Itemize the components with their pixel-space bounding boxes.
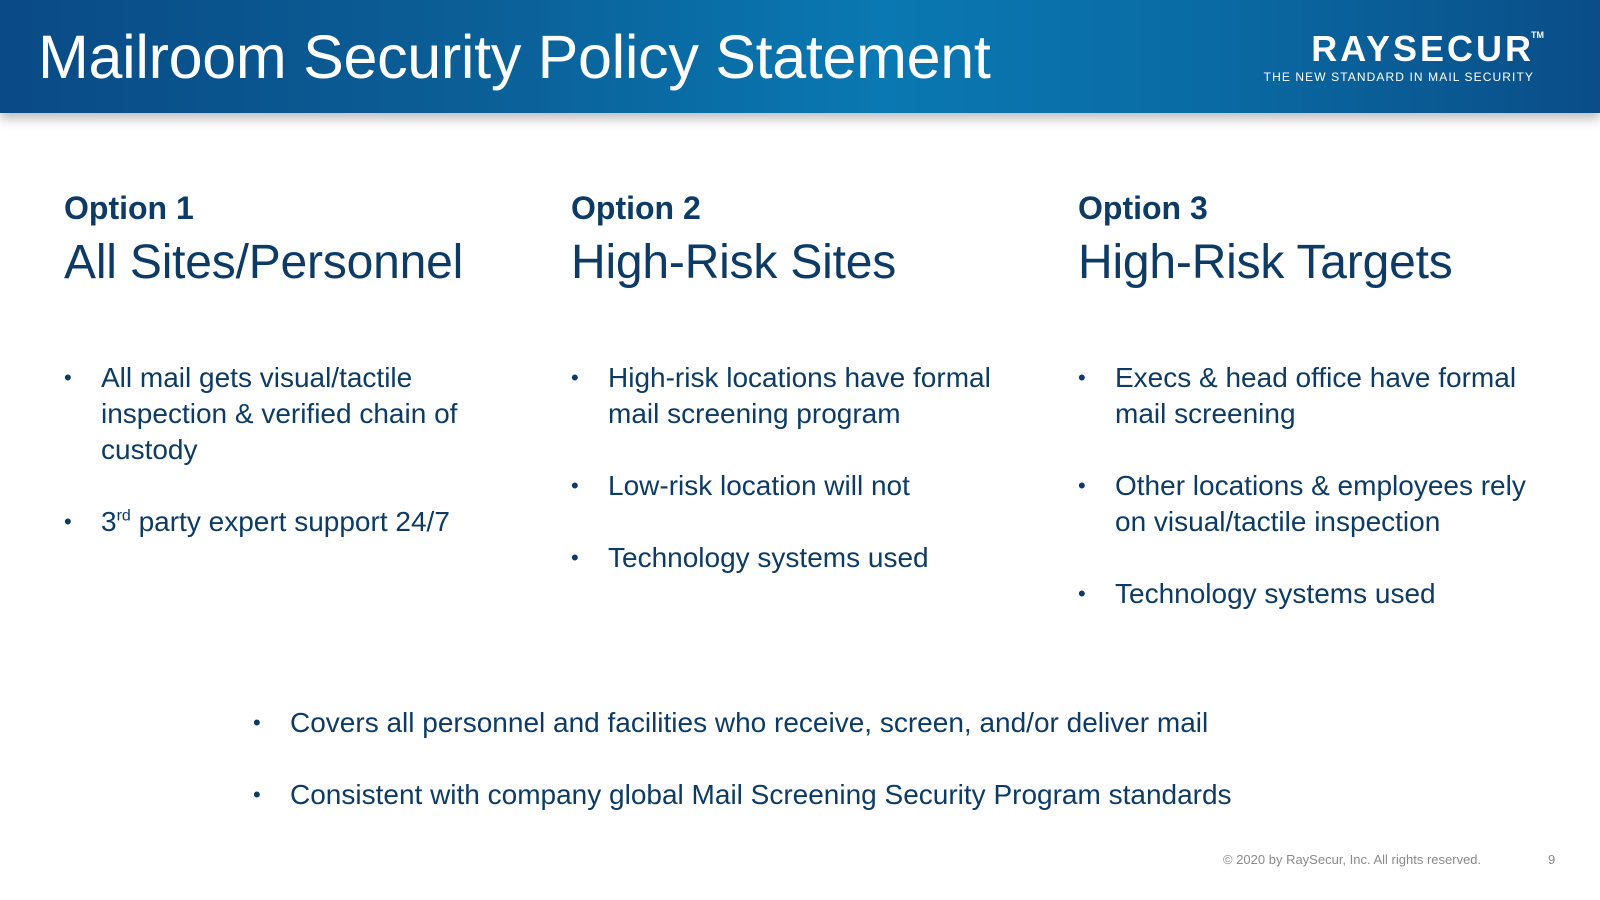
option-1-label: Option 1 [64,190,194,226]
option-1-title: All Sites/Personnel [64,236,464,289]
bullet-icon: • [571,365,579,390]
option-2-bullets [571,360,1041,612]
bullet-text: Technology systems used [1115,578,1436,609]
page-number: 9 [1548,852,1556,867]
option-3-label: Option 3 [1078,190,1208,226]
bullet-icon: • [253,710,261,735]
bullet-icon: • [1078,473,1086,498]
bullet-item [64,504,534,540]
bullet-icon: • [1078,365,1086,390]
bullet-text: party expert support 24/7 [130,506,450,537]
bullet-item [571,360,1041,432]
bullet-icon: • [64,509,72,534]
bullet-text: Low-risk location will not [608,470,910,501]
option-2-column [571,190,1041,573]
bullet-icon: • [64,365,72,390]
bullet-text-number: 3 [101,506,117,537]
logo-tagline: THE NEW STANDARD IN MAIL SECURITY [1263,70,1534,84]
bullet-item [1078,468,1548,540]
page-title: Mailroom Security Policy Statement [38,23,991,91]
bullet-text: Covers all personnel and facilities who receive, screen, and/or deliver mail [290,707,1209,738]
bullet-text: All mail gets visual/tactile inspection & verified chain of custody [101,362,458,465]
bullet-item [64,360,534,468]
bullet-item [253,777,1453,813]
bullet-icon: • [253,782,261,807]
logo-trademark: TM [1531,30,1544,40]
option-3-column [1078,190,1548,609]
title-bar [0,0,1600,113]
bullet-text: Execs & head office have formal mail screening [1115,362,1517,429]
option-1-bullets [64,360,534,576]
bullet-text: Other locations & employees rely on visual/tactile inspection [1115,470,1526,537]
bullet-text: Technology systems used [608,542,929,573]
bullet-item [253,705,1453,741]
logo-wordmark: RAYSECUR [1311,28,1534,69]
option-1-column [64,190,534,537]
bullet-item [571,540,1041,576]
bullet-item [1078,576,1548,612]
option-2-label: Option 2 [571,190,701,226]
summary-bullets [253,705,1453,813]
bullet-text: Consistent with company global Mail Screening Security Program standards [290,779,1232,810]
option-2-title: High-Risk Sites [571,236,897,289]
bullet-icon: • [571,545,579,570]
bullet-icon: • [1078,581,1086,606]
bullet-text: High-risk locations have formal mail screening program [608,362,991,429]
copyright-notice: © 2020 by RaySecur, Inc. All rights reserved. [1223,852,1482,867]
bullet-text-superscript: rd [116,507,131,525]
summary-section [253,705,1453,849]
option-3-bullets [1078,360,1548,648]
bullet-item [1078,360,1548,432]
raysecur-logo [1254,28,1544,88]
option-3-title: High-Risk Targets [1078,236,1453,289]
bullet-icon: • [571,473,579,498]
bullet-item [571,468,1041,504]
